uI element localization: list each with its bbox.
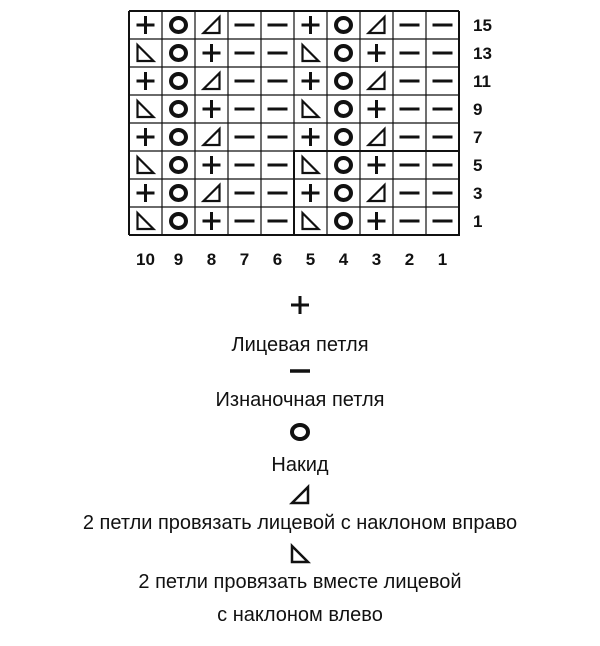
right-slant-triangle-icon <box>369 185 385 201</box>
yarn-over-icon <box>171 214 186 228</box>
legend-k2tog-label: 2 петли провязать лицевой с наклоном вправо <box>82 512 518 534</box>
plus-icon <box>288 293 312 317</box>
column-label: 2 <box>404 250 415 269</box>
plus-icon <box>203 44 221 62</box>
yarn-over-icon <box>336 102 351 116</box>
row-labels <box>473 16 492 231</box>
right-slant-triangle-icon <box>289 484 311 506</box>
right-slant-triangle-icon <box>204 17 220 33</box>
right-slant-triangle-icon <box>204 185 220 201</box>
left-slant-triangle-icon <box>303 213 319 229</box>
right-slant-triangle-icon <box>369 129 385 145</box>
yarn-over-icon <box>171 130 186 144</box>
knitting-chart <box>0 0 600 280</box>
legend-ssk-label-line2: с наклоном влево <box>217 604 383 626</box>
yarn-over-icon <box>171 186 186 200</box>
yarn-over-icon <box>336 186 351 200</box>
legend-ssk <box>0 543 600 570</box>
column-label: 7 <box>239 250 250 269</box>
left-slant-triangle-icon <box>303 101 319 117</box>
plus-icon <box>137 128 155 146</box>
column-label: 4 <box>338 250 349 269</box>
row-label: 1 <box>473 212 483 231</box>
left-slant-triangle-icon <box>303 157 319 173</box>
column-label: 8 <box>206 250 217 269</box>
plus-icon <box>368 44 386 62</box>
yarn-over-icon <box>336 46 351 60</box>
right-slant-triangle-icon <box>204 73 220 89</box>
plus-icon <box>203 212 221 230</box>
left-slant-triangle-icon <box>289 543 311 565</box>
yarn-over-icon <box>171 18 186 32</box>
right-slant-triangle-icon <box>369 17 385 33</box>
plus-icon <box>368 156 386 174</box>
yarn-over-icon <box>336 18 351 32</box>
row-label: 13 <box>473 44 492 63</box>
plus-icon <box>302 184 320 202</box>
yarn-over-icon <box>336 74 351 88</box>
row-label: 9 <box>473 100 483 119</box>
row-label: 5 <box>473 156 483 175</box>
plus-icon <box>203 156 221 174</box>
plus-icon <box>368 212 386 230</box>
column-labels <box>136 250 447 269</box>
column-label: 10 <box>136 250 155 269</box>
legend-purl <box>0 364 600 383</box>
legend-ssk-label-line1: 2 петли провязать вместе лицевой <box>138 571 462 593</box>
left-slant-triangle-icon <box>138 101 154 117</box>
yarn-over-icon <box>171 158 186 172</box>
left-slant-triangle-icon <box>138 157 154 173</box>
left-slant-triangle-icon <box>138 213 154 229</box>
legend-k2tog <box>0 484 600 511</box>
plus-icon <box>302 72 320 90</box>
column-label: 5 <box>305 250 316 269</box>
dash-icon <box>288 364 312 378</box>
plus-icon <box>203 100 221 118</box>
legend-yo-label: Накид <box>271 454 329 476</box>
plus-icon <box>368 100 386 118</box>
left-slant-triangle-icon <box>303 45 319 61</box>
row-label: 15 <box>473 16 492 35</box>
column-label: 1 <box>437 250 448 269</box>
yarn-over-icon <box>171 74 186 88</box>
plus-icon <box>302 128 320 146</box>
legend-knit-label: Лицевая петля <box>231 334 369 356</box>
right-slant-triangle-icon <box>369 73 385 89</box>
legend-yo <box>0 421 600 448</box>
column-label: 3 <box>371 250 382 269</box>
plus-icon <box>302 16 320 34</box>
row-label: 7 <box>473 128 483 147</box>
plus-icon <box>137 184 155 202</box>
yarn-over-icon <box>336 130 351 144</box>
yarn-over-icon <box>336 214 351 228</box>
right-slant-triangle-icon <box>204 129 220 145</box>
yarn-over-icon <box>171 102 186 116</box>
row-label: 11 <box>473 72 491 91</box>
yarn-over-icon <box>171 46 186 60</box>
legend-purl-label: Изнаночная петля <box>215 389 385 411</box>
column-label: 6 <box>272 250 283 269</box>
legend-knit <box>0 293 600 322</box>
yarn-over-icon <box>287 421 313 443</box>
plus-icon <box>137 72 155 90</box>
yarn-over-icon <box>336 158 351 172</box>
row-label: 3 <box>473 184 483 203</box>
left-slant-triangle-icon <box>138 45 154 61</box>
column-label: 9 <box>173 250 184 269</box>
plus-icon <box>137 16 155 34</box>
